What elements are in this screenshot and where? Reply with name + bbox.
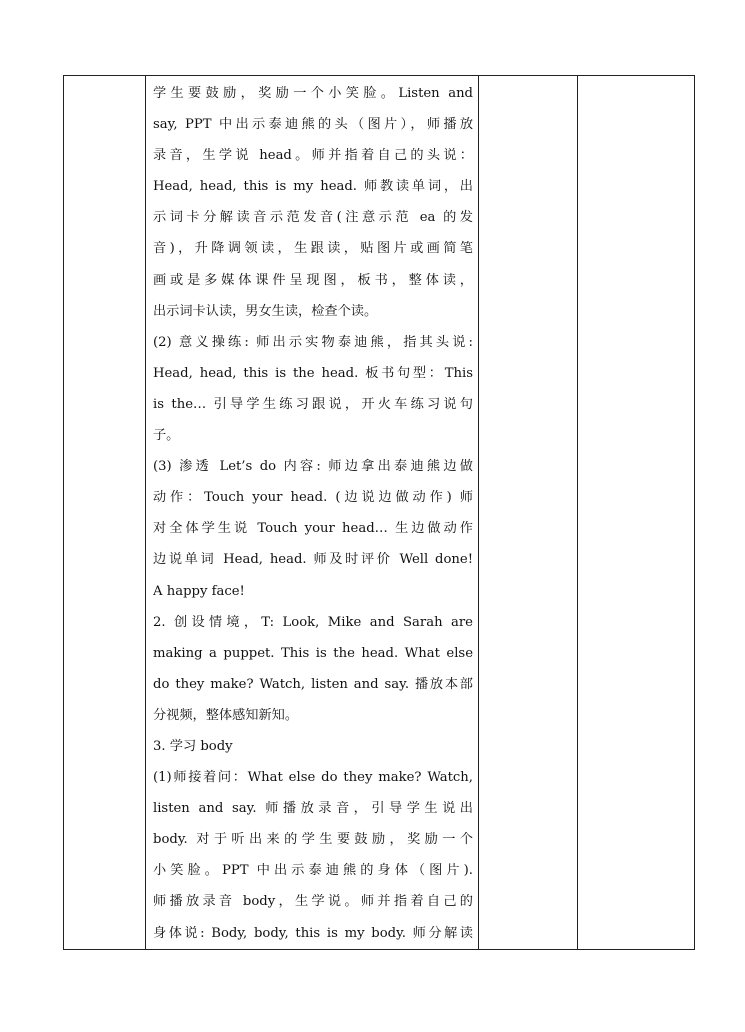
text-line: 录音，生学说 head。师并指着自己的头说： xyxy=(153,148,473,164)
table-row xyxy=(64,76,695,950)
text-line: making a puppet. This is the head. What else xyxy=(153,645,473,661)
text-line: (2) 意义操练: 师出示实物泰迪熊，指其头说: xyxy=(153,334,473,350)
empty-cell-middle xyxy=(479,76,578,950)
text-line: (3) 渗透 Let’s do 内容: 师边拿出泰迪熊边做 xyxy=(153,459,473,475)
empty-cell-right xyxy=(578,76,695,950)
text-line: 身体说: Body, body, this is my body. 师分解读 xyxy=(153,925,473,941)
lesson-plan-table xyxy=(63,75,695,950)
text-line: 边说单词 Head, head. 师及时评价 Well done! xyxy=(153,552,473,568)
text-line: is the… 引导学生练习跟说，开火车练习说句 xyxy=(153,396,473,412)
text-line: 分视频，整体感知新知。 xyxy=(153,707,299,723)
text-line: do they make? Watch, listen and say. 播放本部 xyxy=(153,676,473,692)
text-line: 小笑脸。PPT 中出示泰迪熊的身体（图片). xyxy=(153,863,473,879)
empty-cell-left xyxy=(64,76,146,950)
text-line: listen and say. 师播放录音，引导学生说出 xyxy=(153,801,473,817)
text-line: A happy face! xyxy=(153,583,245,599)
text-line: 师播放录音 body，生学说。师并指着自己的 xyxy=(153,894,473,910)
text-line: Head, head, this is the head. 板书句型：This xyxy=(153,365,473,381)
text-line: 对全体学生说 Touch your head… 生边做动作 xyxy=(153,521,473,537)
text-line: 示词卡分解读音示范发音(注意示范 ea 的发 xyxy=(153,210,473,226)
text-line: body. 对于听出来的学生要鼓励，奖励一个 xyxy=(153,832,473,848)
text-line: 子。 xyxy=(153,428,180,444)
text-line: say, PPT 中出示泰迪熊的头（图片），师播放 xyxy=(153,117,473,133)
text-line: (1)师接着问：What else do they make? Watch, xyxy=(153,770,473,786)
text-line: 出示词卡认读，男女生读，检查个读。 xyxy=(153,303,378,319)
text-line: 画或是多媒体课件呈现图，板书，整体读， xyxy=(153,272,473,288)
text-line: 3. 学习 body xyxy=(153,738,233,754)
text-line: 动作：Touch your head. (边说边做动作) 师 xyxy=(153,490,473,506)
text-line: 音)，升降调领读，生跟读，贴图片或画简笔 xyxy=(153,241,473,257)
lesson-content-cell xyxy=(146,76,479,950)
text-line: 2. 创设情境，T: Look, Mike and Sarah are xyxy=(153,614,473,630)
text-line: 学生要鼓励，奖励一个小笑脸。Listen and xyxy=(153,86,473,101)
text-line: Head, head, this is my head. 师教读单词，出 xyxy=(153,179,473,195)
